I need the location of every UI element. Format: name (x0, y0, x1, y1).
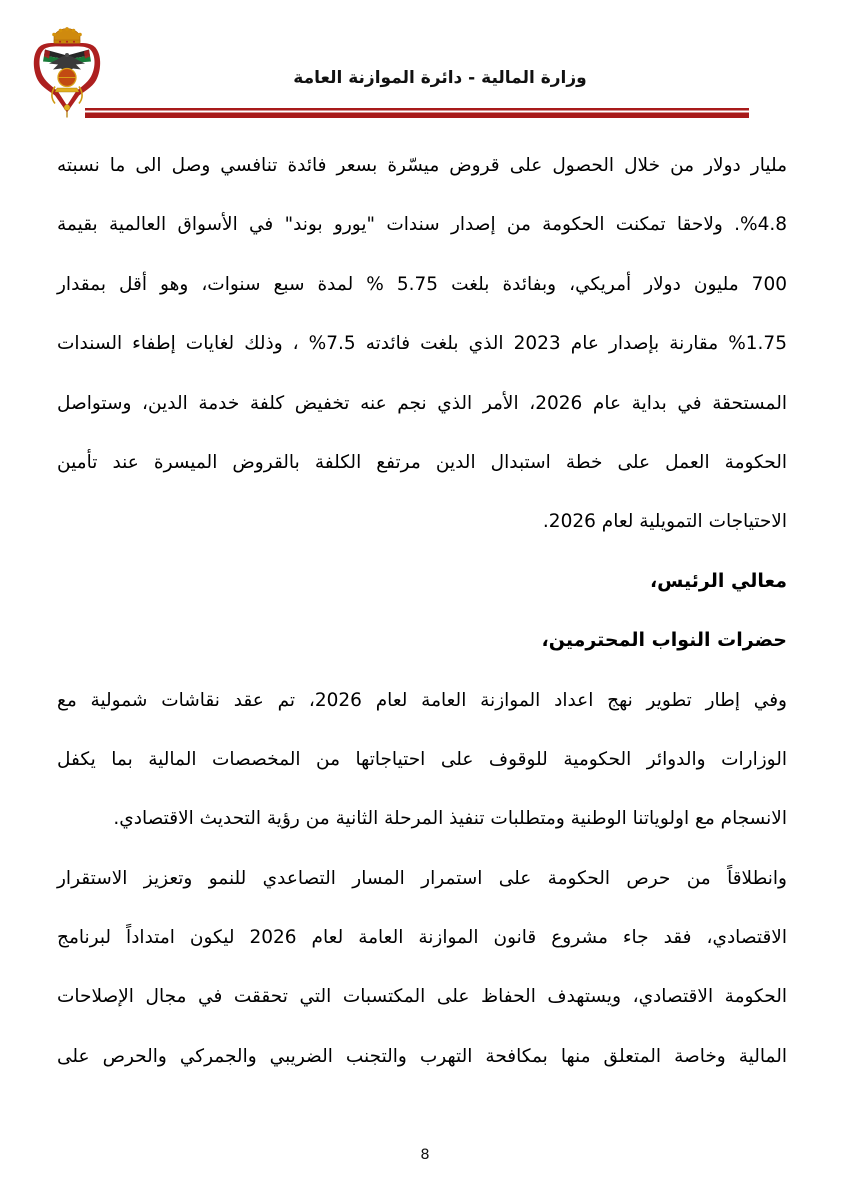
body-line: الاحتياجات التمويلية لعام 2026. (542, 511, 787, 533)
page-number: 8 (420, 1147, 430, 1163)
body-line: وفي إطار تطوير نهج اعداد الموازنة العامة لعام 2026، تم عقد نقاشات شمولية مع (57, 689, 787, 711)
body-line: 700 مليون دولار أمريكي، وبفائدة بلغت 5.75 % لمدة سبع سنوات، وهو أقل بمقدار (57, 273, 787, 295)
body-line: وانطلاقاً من حرص الحكومة على استمرار المسار التصاعدي للنمو وتعزيز الاستقرار (57, 867, 787, 889)
body-line: 4.8‏%. ولاحقا تمكنت الحكومة من إصدار سندات "يورو بوند" في الأسواق العالمية بقيمة (57, 214, 787, 236)
header-divider-rule (85, 108, 749, 118)
body-line: مليار دولار من خلال الحصول على قروض ميسّرة بسعر فائدة تنافسي وصل الى ما نسبته (57, 155, 787, 176)
body-line: الوزارات والدوائر الحكومية للوقوف على احتياجاتها من المخصصات المالية بما يكفل (57, 748, 787, 770)
body-line: الانسجام مع اولوياتنا الوطنية ومتطلبات تنفيذ المرحلة الثانية من رؤية التحديث الاقتصادي. (113, 808, 787, 830)
salutation-chairman: معالي الرئيس، (649, 569, 787, 592)
body-line: المستحقة في بداية عام 2026، الأمر الذي نجم عنه تخفيض كلفة خدمة الدين، وستواصل (57, 392, 787, 414)
body-line: الحكومة الاقتصادي، ويستهدف الحفاظ على المكتسبات التي تحققت في مجال الإصلاحات (57, 986, 787, 1008)
body-line: المالية وخاصة المتعلق منها بمكافحة التهرب والتجنب الضريبي والجمركي والحرص على (57, 1045, 787, 1067)
body-line: الحكومة العمل على خطة استبدال الدين مرتفع الكلفة بالقروض الميسرة عند تأمين (57, 451, 787, 473)
salutation-deputies: حضرات النواب المحترمين، (541, 629, 787, 652)
body-line: الاقتصادي، فقد جاء مشروع قانون الموازنة العامة لعام 2026 ليكون امتداداً لبرنامج (57, 927, 787, 949)
body-line: 1.75‏% مقارنة بإصدار عام 2023 الذي بلغت فائدته 7.5‏% ، وذلك لغايات إطفاء السندات (57, 333, 787, 355)
page-title: وزارة المالية - دائرة الموازنة العامة (293, 68, 587, 88)
document-body (57, 136, 787, 1086)
